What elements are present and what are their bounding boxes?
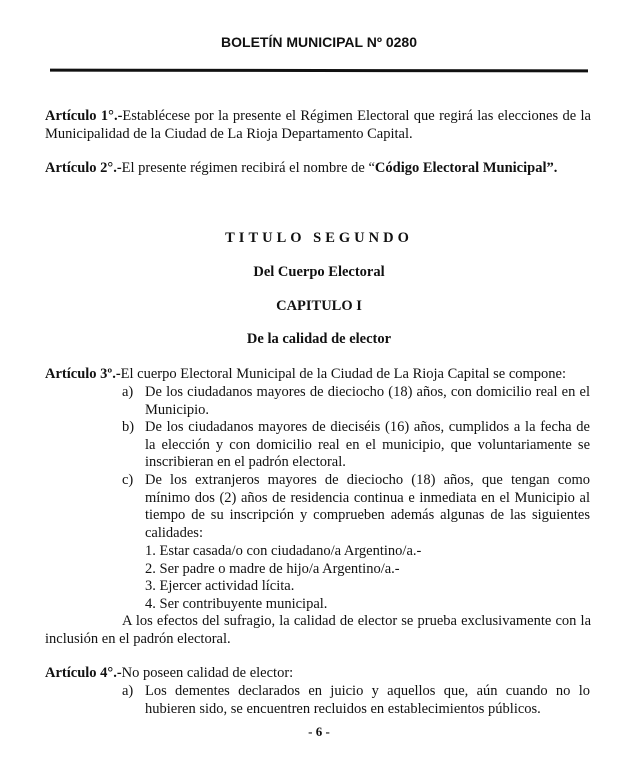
article-2-text: El presente régimen recibirá el nombre de “ xyxy=(121,160,375,176)
list-item-label: b) xyxy=(122,419,135,435)
sub-item: 2. Ser padre o madre de hijo/a Argentino/a.- xyxy=(145,561,400,577)
sub-item: 3. Ejercer actividad lícita. xyxy=(145,578,295,594)
sub-item: 4. Ser contribuyente municipal. xyxy=(145,596,328,612)
article-4-label: Artículo 4°.- xyxy=(45,665,122,681)
chapter-heading: CAPITULO I xyxy=(276,298,362,314)
list-item-text: De los extranjeros mayores de dieciocho (18) años, que tengan como mínimo dos (2) años de residencia continua e inmediata en el Municipio al tiempo de su inscripción y comprueben además algunas de las siguientes calidades: xyxy=(145,472,590,541)
page-number: - 6 - xyxy=(308,724,330,739)
list-item xyxy=(122,419,590,472)
list-item-label: c) xyxy=(122,472,134,488)
list-item-text: De los ciudadanos mayores de dieciséis (16) años, cumplidos a la fecha de la elección y con domicilio real en el municipio, que voluntariamente se inscribieran en el padrón electoral. xyxy=(145,419,590,470)
article-1 xyxy=(45,108,591,143)
header-rule xyxy=(50,69,588,73)
article-3-text: El cuerpo Electoral Municipal de la Ciudad de La Rioja Capital se compone: xyxy=(120,366,567,382)
list-item-text: De los ciudadanos mayores de dieciocho (18) años, con domicilio real en el Municipio. xyxy=(145,384,590,418)
sub-item: 1. Estar casada/o con ciudadano/a Argentino/a.- xyxy=(145,543,422,559)
list-item xyxy=(122,384,590,419)
article-1-text: Establécese por la presente el Régimen Electoral que regirá las elecciones de la Municipalidad de la Ciudad de La Rioja Departamento Capital. xyxy=(45,108,591,142)
list-item xyxy=(122,683,590,718)
list-item-label: a) xyxy=(122,683,134,699)
article-1-label: Artículo 1°.- xyxy=(45,108,123,124)
article-4 xyxy=(45,665,591,683)
list-item xyxy=(122,472,590,542)
article-2-code-name: Código Electoral Municipal”. xyxy=(374,160,558,176)
bulletin-header: BOLETÍN MUNICIPAL Nº 0280 xyxy=(221,34,417,50)
article-3 xyxy=(45,366,591,384)
article-4-text: No poseen calidad de elector: xyxy=(121,665,294,681)
article-2 xyxy=(45,160,591,178)
section-heading: Del Cuerpo Electoral xyxy=(253,264,385,280)
list-item-text: Los dementes declarados en juicio y aquellos que, aún cuando no lo hubieren sido, se encuentren recluidos en establecimientos públicos. xyxy=(145,683,590,717)
list-item-label: a) xyxy=(122,384,134,400)
titulo-heading: TITULO SEGUNDO xyxy=(225,230,413,246)
article-3-closing: A los efectos del sufragio, la calidad de elector se prueba exclusivamente con la inclusión en el padrón electoral. xyxy=(45,613,591,647)
article-2-label: Artículo 2°.- xyxy=(45,160,122,176)
chapter-subheading: De la calidad de elector xyxy=(246,331,392,347)
article-3-label: Artículo 3º.- xyxy=(45,366,121,382)
